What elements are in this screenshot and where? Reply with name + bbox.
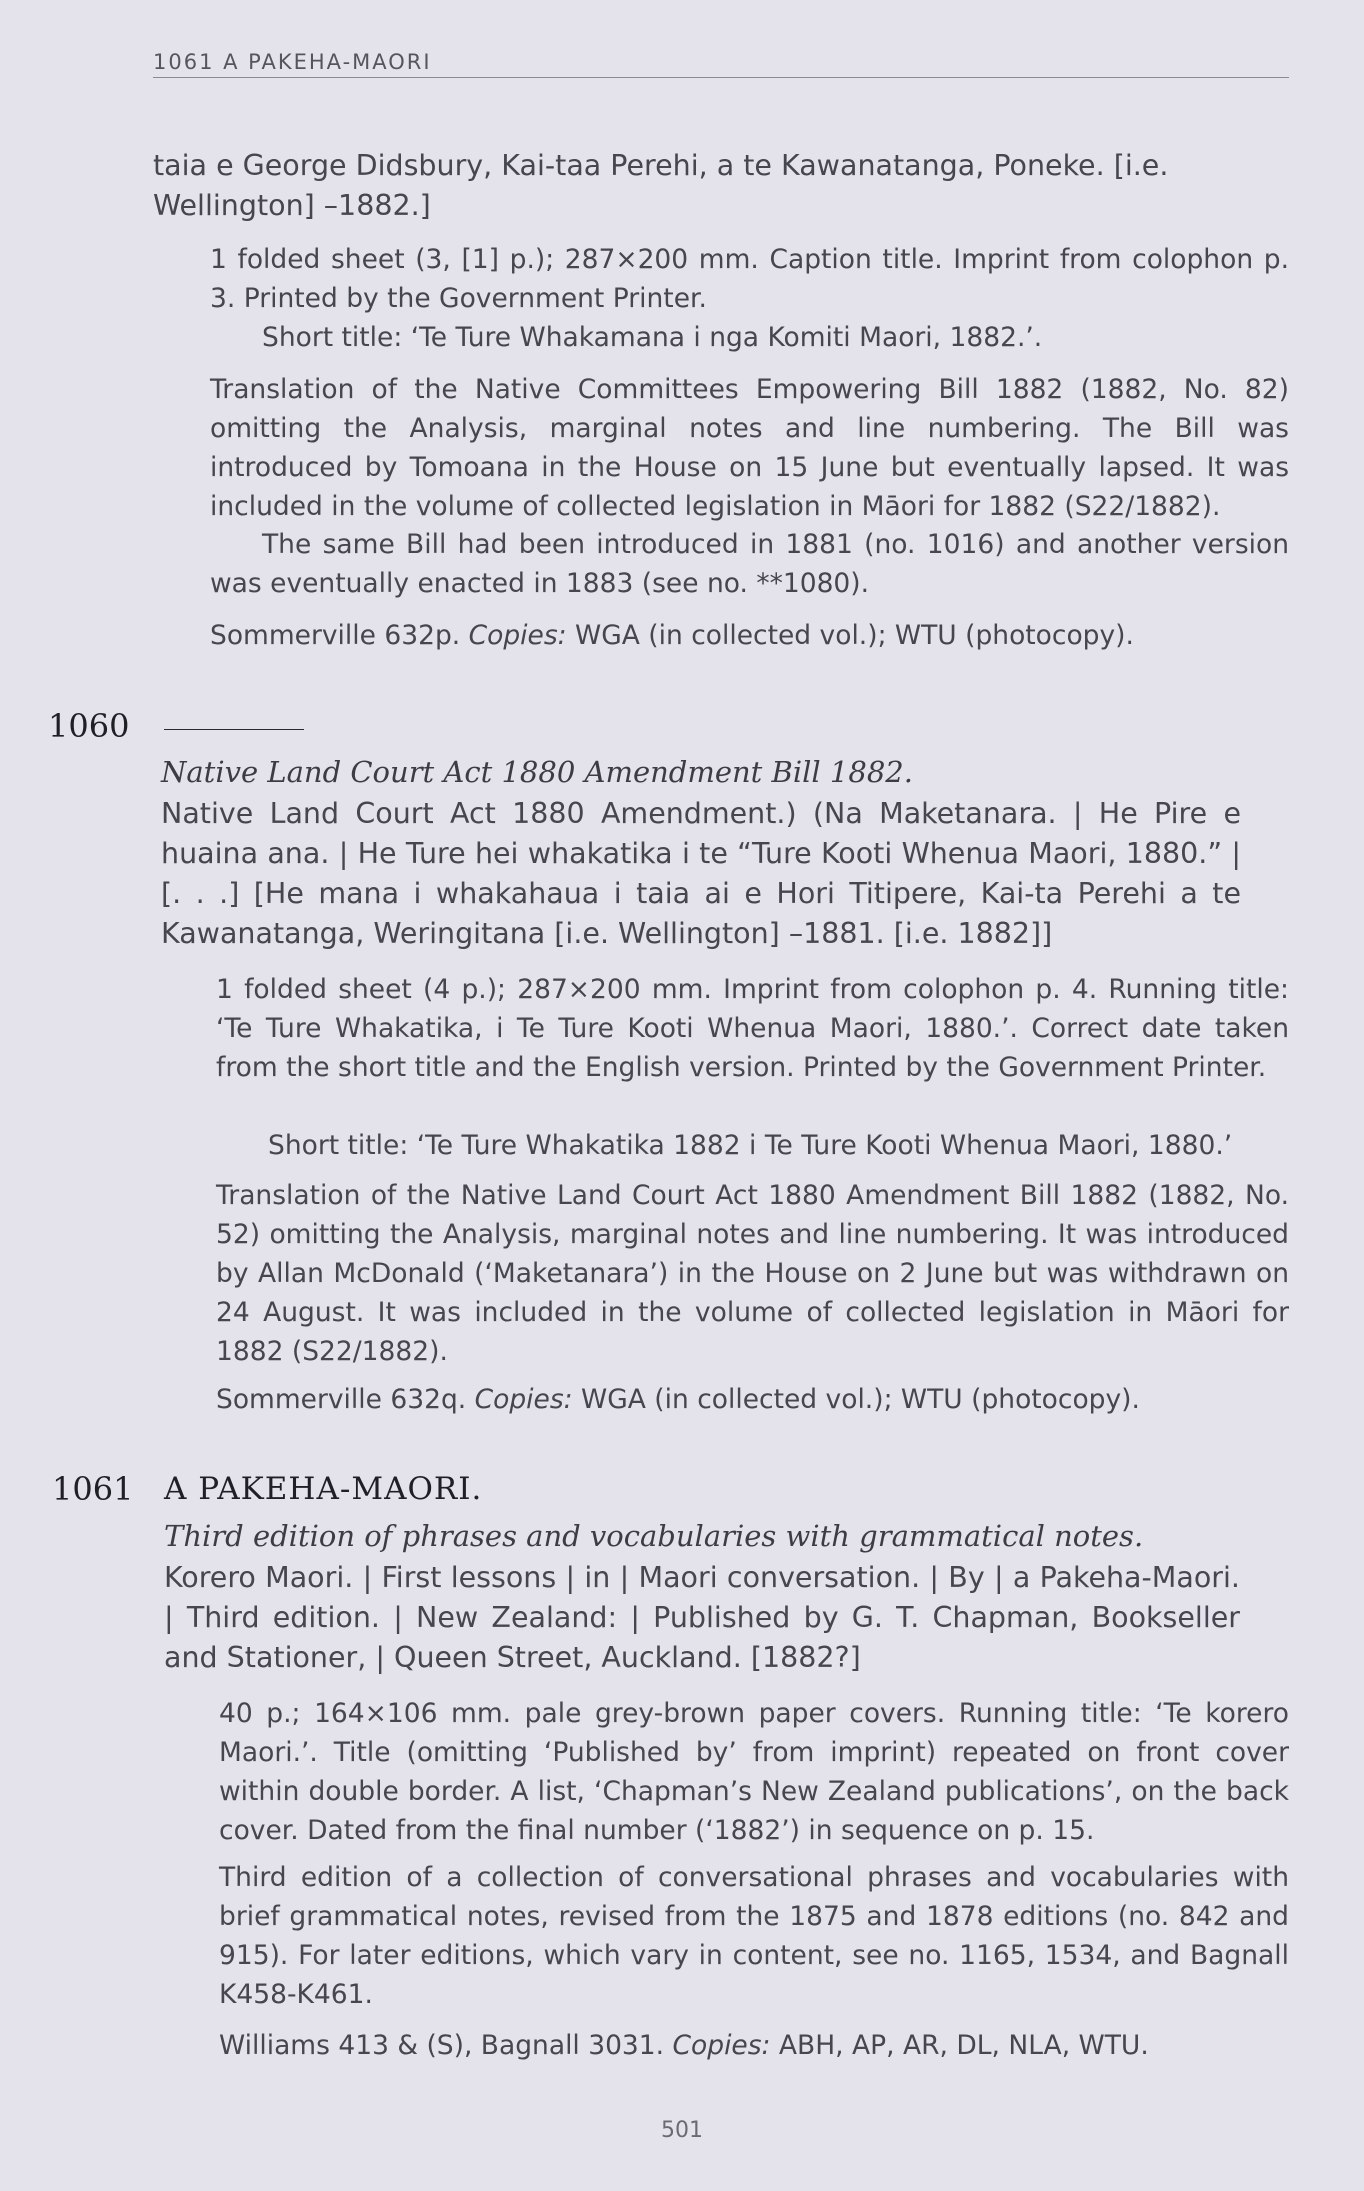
- entry-1060-number: 1060: [48, 707, 130, 745]
- entry-1060-collation: 1 folded sheet (4 p.); 287×200 mm. Imprint from colophon p. 4. Running title: ‘Te Ture Whakatika, i Te Ture Kooti Whenua Maori, 1880.’. Correct date taken from the short title and the English version. Printed by the Government Printer.: [216, 974, 1289, 1083]
- entry-1061-copies-label: Copies:: [672, 2030, 771, 2061]
- entry-1061-number: 1061: [52, 1470, 134, 1508]
- entry-1060-copies: WGA (in collected vol.); WTU (photocopy).: [581, 1384, 1140, 1415]
- entry-1060-transcription: Native Land Court Act 1880 Amendment.) (Na Maketanara. | He Pire e huaina ana. | He Ture hei whakatika i te “Ture Kooti Whenua Maori, 1880.” | [. . .] [He mana i whakahaua i taia ai e Hori Titipere, Kai-ta Perehi a te Kawanatanga, Weringitana [i.e. Wellington] –1881. [i.e. 1882]]: [161, 797, 1241, 950]
- entry-1061-uniform-title: Third edition of phrases and vocabularies with grammatical notes.: [164, 1519, 1144, 1553]
- running-head: 1061 A PAKEHA-MAORI: [153, 50, 432, 74]
- entry-1061-collation: 40 p.; 164×106 mm. pale grey-brown paper covers. Running title: ‘Te korero Maori.’. Title (omitting ‘Published by’ from imprint) repeated on front cover within double border. A list, ‘Chapman’s New Zealand publications’, on the back cover. Dated from the final number (‘1882’) in sequence on p. 15.: [219, 1698, 1289, 1846]
- entry-prev-note: Translation of the Native Committees Empowering Bill 1882 (1882, No. 82) omitting the Analysis, marginal notes and line numbering. The Bill was introduced by Tomoana in the House on 15 June but eventually lapsed. It was included in the volume of collected legislation in Māori for 1882 (S22/1882).: [210, 374, 1289, 522]
- entry-prev-references: [210, 616, 1289, 655]
- entry-prev-copies: WGA (in collected vol.); WTU (photocopy).: [575, 620, 1134, 651]
- entry-prev-imprint: taia e George Didsbury, Kai-taa Perehi, a te Kawanatanga, Poneke. [i.e. Wellington] –1882.]: [153, 149, 1169, 222]
- entry-1060-references: [216, 1380, 1289, 1419]
- entry-1060-uniform-title: Native Land Court Act 1880 Amendment Bill 1882.: [161, 755, 913, 789]
- entry-1061-author: A PAKEHA-MAORI.: [164, 1471, 483, 1507]
- entry-1061-references: [219, 2026, 1289, 2065]
- entry-prev-short-title: Short title: ‘Te Ture Whakamana i nga Komiti Maori, 1882.’.: [262, 322, 1043, 353]
- page-number: 501: [661, 2118, 703, 2143]
- entry-1061-note: Third edition of a collection of conversational phrases and vocabularies with brief grammatical notes, revised from the 1875 and 1878 editions (no. 842 and 915). For later editions, which vary in content, see no. 1165, 1534, and Bagnall K458-K461.: [219, 1862, 1289, 2010]
- entry-prev-note-2: The same Bill had been introduced in 1881 (no. 1016) and another version was eventually enacted in 1883 (see no. **1080).: [210, 529, 1289, 599]
- entry-1061-copies: ABH, AP, AR, DL, NLA, WTU.: [778, 2030, 1149, 2061]
- entry-prev-collation: 1 folded sheet (3, [1] p.); 287×200 mm. Caption title. Imprint from colophon p. 3. Printed by the Government Printer.: [210, 244, 1289, 314]
- entry-1061-refs: Williams 413 & (S), Bagnall 3031.: [219, 2030, 665, 2061]
- entry-1061-transcription: Korero Maori. | First lessons | in | Maori conversation. | By | a Pakeha-Maori. | Third edition. | New Zealand: | Published by G. T. Chapman, Bookseller and Stationer, | Queen Street, Auckland. [1882?]: [164, 1561, 1240, 1674]
- entry-1060-short-title: Short title: ‘Te Ture Whakatika 1882 i Te Ture Kooti Whenua Maori, 1880.’: [268, 1130, 1233, 1161]
- header-rule: [153, 77, 1289, 78]
- entry-prev-copies-label: Copies:: [468, 620, 567, 651]
- entry-1060-note: Translation of the Native Land Court Act 1880 Amendment Bill 1882 (1882, No. 52) omitting the Analysis, marginal notes and line numbering. It was introduced by Allan McDonald (‘Maketanara’) in the House on 2 June but was withdrawn on 24 August. It was included in the volume of collected legislation in Māori for 1882 (S22/1882).: [216, 1180, 1289, 1367]
- entry-1060-copies-label: Copies:: [474, 1384, 573, 1415]
- entry-1060-refs: Sommerville 632q.: [216, 1384, 467, 1415]
- entry-prev-refs: Sommerville 632p.: [210, 620, 461, 651]
- entry-1060-author-dash: [164, 729, 304, 730]
